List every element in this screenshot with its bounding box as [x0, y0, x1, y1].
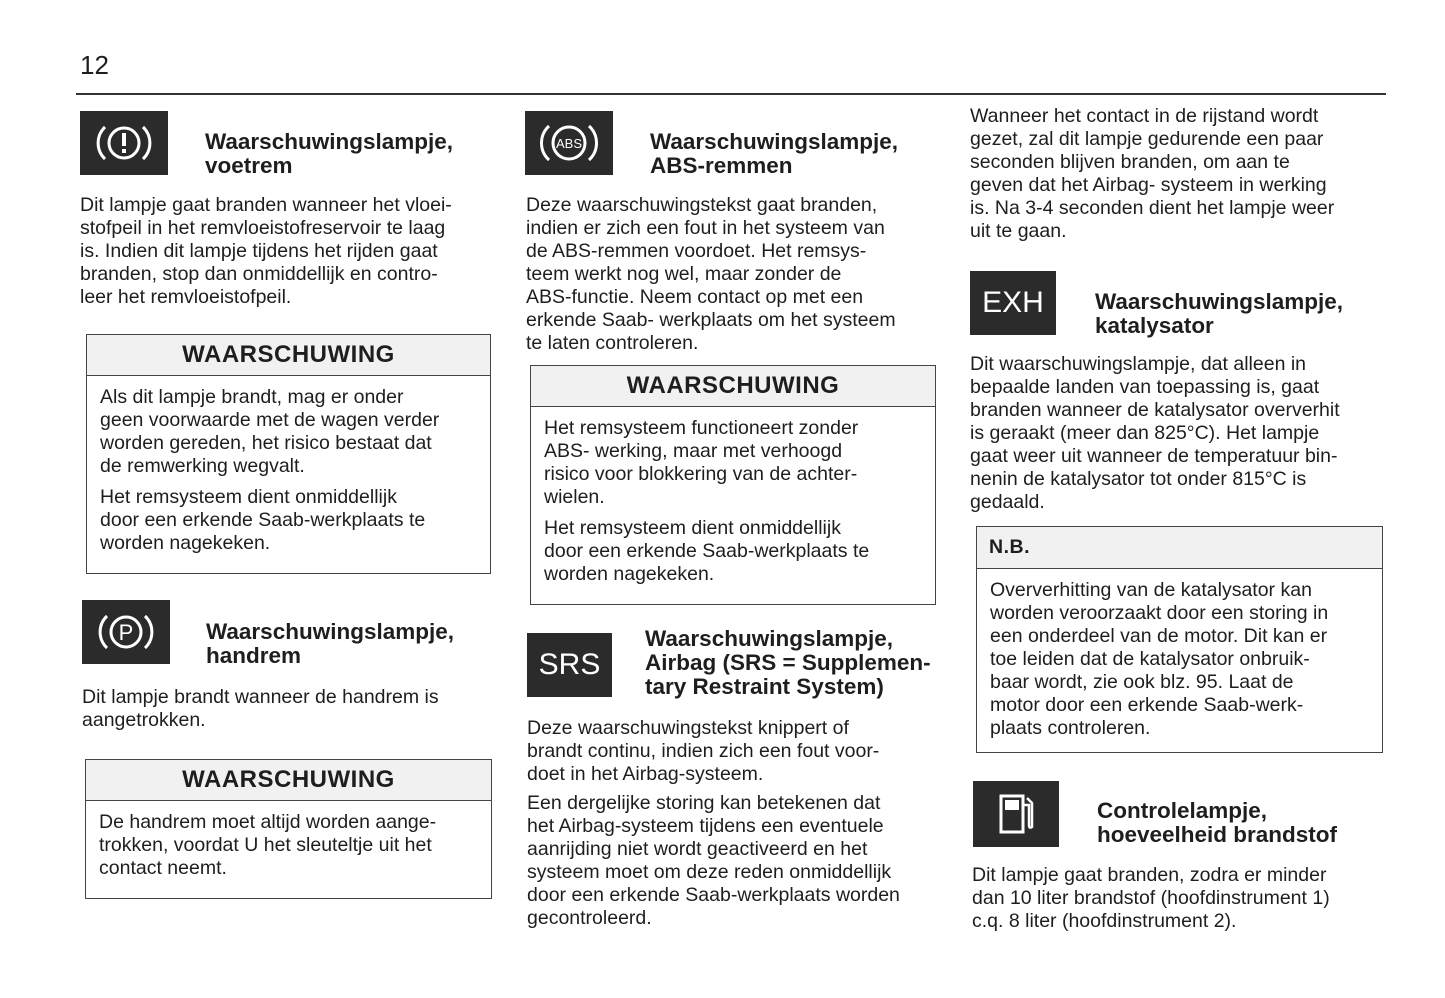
exh-icon [970, 271, 1056, 335]
heading-line: voetrem [205, 153, 293, 178]
note-box-catalyst [976, 526, 1383, 753]
catalyst-text: Dit waarschuwingslampje, dat alleen in bepaalde landen van toepassing is, gaat branden wanneer de katalysator oververhit is geraakt (meer dan 825°C). Het lampje gaat weer uit wanneer de temperatuur bin- nenin de katalysator tot onder 815°C is gedaald. [970, 353, 1340, 513]
heading-line: tary Restraint System) [645, 674, 884, 699]
heading-catalyst [1095, 290, 1343, 338]
airbag-continued-text: Wanneer het contact in de rijstand wordt gezet, zal dit lampje gedurende een paar seconden blijven branden, om aan te geven dat het Airbag- systeem in werking is. Na 3-4 seconden dient het lampje weer uit te gaan. [970, 105, 1335, 242]
warning-paragraph: Het remsysteem functioneert zonder ABS- werking, maar met verhoogd risico voor blokkering van de achter- wielen. [544, 417, 859, 508]
warning-title: WAARSCHUWING [531, 366, 935, 407]
heading-line: handrem [206, 643, 302, 668]
heading-abs [650, 130, 898, 178]
page-number: 12 [80, 50, 109, 80]
abs-text: Deze waarschuwingstekst gaat branden, indien er zich een fout in het systeem van de ABS-remmen voordoet. Het remsys- teem werkt nog wel, maar zonder de ABS-functie. Neem contact op met een erkende Saab- werkplaats om het systeem te laten controleren. [526, 194, 896, 354]
fuel-text: Dit lampje gaat branden, zodra er minder dan 10 liter brandstof (hoofdinstrument 1) c.q. 8 liter (hoofdinstrument 2). [972, 864, 1330, 932]
heading-line: Airbag (SRS = Supplemen- [645, 650, 931, 675]
heading-brake-warning [205, 130, 453, 178]
heading-airbag [645, 627, 931, 699]
srs-icon-label: SRS [538, 648, 601, 681]
warning-paragraph: Als dit lampje brandt, mag er onder geen voorwaarde met de wagen verder worden gereden, het risico bestaat dat de remwerking wegvalt. [100, 386, 440, 477]
heading-line: Waarschuwingslampje, [650, 129, 898, 154]
heading-line: Waarschuwingslampje, [645, 626, 893, 651]
note-paragraph: Oververhitting van de katalysator kan worden veroorzaakt door een storing in een onderdeel van de motor. Dit kan er toe leiden dat de katalysator onbruik- baar wordt, zie ook blz. 95. Laat de motor door een erkende Saab-werk- plaats controleren. [990, 579, 1329, 739]
note-title: N.B. [977, 527, 1382, 569]
srs-icon [527, 633, 612, 697]
parking-brake-text: Dit lampje brandt wanneer de handrem is aangetrokken. [82, 686, 439, 731]
warning-paragraph: Het remsysteem dient onmiddellijk door een erkende Saab-werkplaats te worden nagekeken. [544, 517, 870, 585]
abs-icon-label: ABS [555, 136, 583, 151]
fuel-pump-icon [973, 781, 1059, 847]
header-rule [76, 93, 1386, 95]
warning-box-parking [85, 759, 492, 899]
heading-parking-brake [206, 620, 454, 668]
airbag-text-2: Een dergelijke storing kan betekenen dat het Airbag-systeem tijdens een eventuele aanrijding niet wordt geactiveerd en het systeem moet om deze reden onmiddellijk door een erkende Saab-werkplaats worden gecontroleerd. [527, 792, 900, 929]
heading-fuel [1097, 799, 1337, 847]
brake-warning-text: Dit lampje gaat branden wanneer het vloei- stofpeil in het remvloeistofreservoir te laag is. Indien dit lampje tijdens het rijden gaat branden, stop dan onmiddellijk en contro- leer het remvloeistofpeil. [80, 194, 452, 308]
brake-warning-icon [80, 111, 168, 175]
heading-line: ABS-remmen [650, 153, 793, 178]
heading-line: Waarschuwingslampje, [206, 619, 454, 644]
warning-box-abs [530, 365, 936, 605]
svg-text:P: P [118, 620, 134, 645]
warning-paragraph: De handrem moet altijd worden aange- trokken, voordat U het sleuteltje uit het contact neemt. [99, 811, 437, 879]
warning-box-brake [86, 334, 491, 574]
parking-brake-icon [82, 600, 170, 664]
warning-title: WAARSCHUWING [87, 335, 490, 376]
heading-line: Waarschuwingslampje, [1095, 289, 1343, 314]
airbag-text-1: Deze waarschuwingstekst knippert of brandt continu, indien zich een fout voor- doet in het Airbag-systeem. [527, 717, 880, 785]
exh-icon-label: EXH [982, 286, 1044, 319]
warning-paragraph: Het remsysteem dient onmiddellijk door een erkende Saab-werkplaats te worden nagekeken. [100, 486, 426, 554]
heading-line: Controlelampje, [1097, 798, 1268, 823]
abs-icon [525, 111, 613, 175]
heading-line: hoeveelheid brandstof [1097, 822, 1338, 847]
warning-title: WAARSCHUWING [86, 760, 491, 801]
heading-line: katalysator [1095, 313, 1214, 338]
heading-line: Waarschuwingslampje, [205, 129, 453, 154]
